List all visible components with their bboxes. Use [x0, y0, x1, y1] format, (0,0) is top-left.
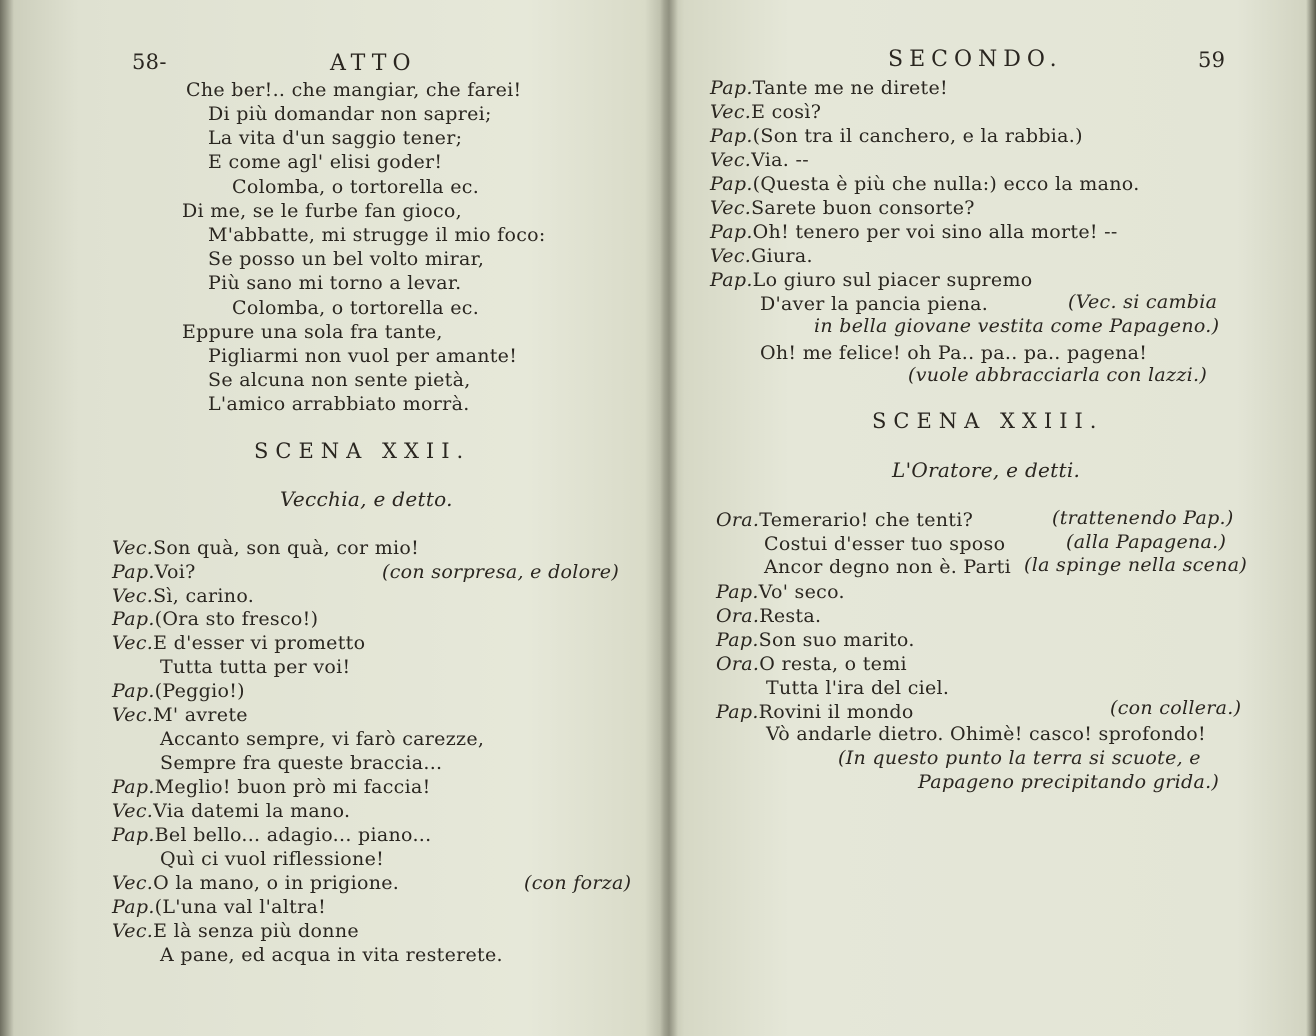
dialogue-line — [710, 76, 948, 100]
dialogue-line — [112, 823, 431, 847]
dialogue-line — [716, 652, 907, 676]
verse-line: Pigliarmi non vuol per amante! — [208, 345, 518, 367]
speaker: Ora. — [716, 509, 760, 531]
dialogue-line — [112, 895, 326, 919]
speaker: Vec. — [710, 149, 752, 171]
dialogue-line — [112, 536, 419, 560]
dialogue-line — [112, 703, 248, 727]
line-text: O la mano, o in prigione. — [153, 872, 400, 894]
dialogue-line — [710, 196, 975, 220]
speaker: Vec. — [710, 245, 752, 267]
stage-direction: (la spinge nella scena) — [1024, 554, 1248, 576]
speaker: Vec. — [112, 704, 154, 726]
dialogue-continuation: D'aver la pancia piena. — [760, 293, 989, 315]
dialogue-line — [112, 799, 350, 823]
speaker: Vec. — [112, 537, 154, 559]
speaker: Pap. — [112, 896, 155, 918]
dialogue-line — [112, 560, 196, 584]
line-text: Bel bello... adagio... piano... — [154, 824, 432, 846]
dialogue-line — [112, 679, 245, 703]
speaker: Vec. — [710, 101, 752, 123]
line-text: E là senza più donne — [153, 920, 359, 942]
speaker: Vec. — [112, 585, 154, 607]
dialogue-line — [112, 775, 431, 799]
stage-direction: (con forza) — [524, 872, 632, 894]
speaker: Vec. — [112, 920, 154, 942]
verse-line: L'amico arrabbiato morrà. — [208, 393, 470, 415]
line-text: Resta. — [759, 605, 822, 627]
speaker: Vec. — [112, 632, 154, 654]
page-number-right: 59 — [1198, 48, 1226, 72]
line-text: O resta, o temi — [759, 653, 907, 675]
dialogue-continuation: Ancor degno non è. Parti — [764, 556, 1011, 578]
speaker: Pap. — [112, 608, 155, 630]
stage-direction: (Vec. si cambia — [1068, 291, 1218, 313]
speaker: Pap. — [710, 125, 753, 147]
speaker: Pap. — [716, 629, 759, 651]
line-text: Son quà, son quà, cor mio! — [153, 537, 420, 559]
stage-direction: (con collera.) — [1110, 697, 1242, 719]
line-text: (L'una val l'altra! — [154, 896, 327, 918]
line-text: E così? — [751, 101, 822, 123]
dialogue-line — [710, 172, 1140, 196]
verse-line: La vita d'un saggio tener; — [208, 127, 463, 149]
line-text: (Son tra il canchero, e la rabbia.) — [752, 125, 1083, 147]
speaker: Pap. — [112, 776, 155, 798]
dialogue-line — [710, 244, 813, 268]
dialogue-continuation: Costui d'esser tuo sposo — [764, 533, 1006, 555]
dialogue-continuation: Oh! me felice! oh Pa.. pa.. pa.. pagena! — [760, 342, 1148, 364]
dialogue-line — [710, 124, 1083, 148]
dialogue-continuation: Vò andarle dietro. Ohimè! casco! sprofondo! — [766, 723, 1206, 745]
line-text: Voi? — [154, 561, 196, 583]
verse-line: Eppure una sola fra tante, — [182, 321, 443, 343]
dialogue-line — [710, 268, 1033, 292]
line-text: Temerario! che tenti? — [759, 509, 974, 531]
dialogue-line — [716, 628, 915, 652]
line-text: Sì, carino. — [153, 585, 255, 607]
verse-line: Se posso un bel volto mirar, — [208, 248, 485, 270]
verse-line: M'abbatte, mi strugge il mio foco: — [208, 224, 546, 246]
dialogue-line — [112, 871, 399, 895]
running-head-right: SECONDO. — [888, 47, 1063, 72]
stage-direction: (trattenendo Pap.) — [1052, 507, 1234, 529]
dialogue-line — [112, 607, 318, 631]
speaker: Vec. — [112, 872, 154, 894]
line-text: Son suo marito. — [758, 629, 915, 651]
dialogue-line — [112, 584, 254, 608]
line-text: Meglio! buon prò mi faccia! — [154, 776, 431, 798]
speaker: Pap. — [112, 680, 155, 702]
line-text: Via. -- — [751, 149, 809, 171]
line-text: (Peggio!) — [154, 680, 245, 702]
dialogue-continuation: Sempre fra queste braccia... — [160, 752, 443, 774]
running-head-left: ATTO — [330, 51, 417, 76]
dialogue-continuation: A pane, ed acqua in vita resterete. — [160, 944, 503, 966]
speaker: Pap. — [710, 269, 753, 291]
speaker: Ora. — [716, 605, 760, 627]
speaker: Pap. — [716, 581, 759, 603]
right-page — [668, 0, 1316, 1036]
line-text: Rovini il mondo — [758, 701, 914, 723]
dialogue-continuation: Quì ci vuol riflessione! — [160, 848, 385, 870]
line-text: M' avrete — [153, 704, 248, 726]
speaker: Pap. — [710, 77, 753, 99]
dialogue-line — [716, 508, 973, 532]
verse-line: E come agl' elisi goder! — [208, 151, 443, 173]
stage-direction: (alla Papagena.) — [1066, 531, 1227, 553]
verse-refrain: Colomba, o tortorella ec. — [232, 297, 480, 319]
line-text: Tante me ne direte! — [752, 77, 948, 99]
line-text: Vo' seco. — [758, 581, 845, 603]
scene-heading: SCENA XXII. — [254, 439, 471, 463]
scene-persons: L'Oratore, e detti. — [892, 458, 1081, 482]
stage-direction: Papageno precipitando grida.) — [918, 771, 1220, 793]
line-text: Sarete buon consorte? — [751, 197, 975, 219]
speaker: Pap. — [716, 701, 759, 723]
stage-direction: in bella giovane vestita come Papageno.) — [814, 315, 1220, 337]
line-text: (Questa è più che nulla:) ecco la mano. — [752, 173, 1140, 195]
line-text: (Ora sto fresco!) — [154, 608, 319, 630]
dialogue-line — [710, 220, 1118, 244]
dialogue-continuation: Accanto sempre, vi farò carezze, — [160, 728, 485, 750]
line-text: Giura. — [751, 245, 813, 267]
line-text: Via datemi la mano. — [153, 800, 351, 822]
speaker: Pap. — [112, 561, 155, 583]
dialogue-line — [716, 604, 821, 628]
dialogue-line — [716, 580, 845, 604]
scene-persons: Vecchia, e detto. — [280, 487, 453, 511]
verse-line: Di più domandar non saprei; — [208, 103, 492, 125]
speaker: Vec. — [112, 800, 154, 822]
speaker: Vec. — [710, 197, 752, 219]
speaker: Pap. — [710, 221, 753, 243]
line-text: Oh! tenero per voi sino alla morte! -- — [752, 221, 1118, 243]
line-text: E d'esser vi prometto — [153, 632, 366, 654]
stage-direction: (con sorpresa, e dolore) — [382, 561, 620, 583]
verse-refrain: Colomba, o tortorella ec. — [232, 176, 480, 198]
stage-direction: (vuole abbracciarla con lazzi.) — [908, 364, 1208, 386]
speaker: Pap. — [710, 173, 753, 195]
dialogue-line — [710, 100, 821, 124]
dialogue-line — [112, 919, 359, 943]
dialogue-continuation: Tutta tutta per voi! — [160, 656, 351, 678]
dialogue-line — [710, 148, 809, 172]
dialogue-continuation: Tutta l'ira del ciel. — [766, 677, 950, 699]
dialogue-line — [716, 700, 914, 724]
scene-heading: SCENA XXIII. — [872, 409, 1104, 433]
line-text: Lo giuro sul piacer supremo — [752, 269, 1033, 291]
speaker: Pap. — [112, 824, 155, 846]
verse-line: Più sano mi torno a levar. — [208, 272, 462, 294]
page-number-left: 58- — [132, 50, 167, 74]
speaker: Ora. — [716, 653, 760, 675]
dialogue-line — [112, 631, 365, 655]
verse-line: Se alcuna non sente pietà, — [208, 369, 471, 391]
stage-direction: (In questo punto la terra si scuote, e — [838, 747, 1201, 769]
verse-line: Di me, se le furbe fan gioco, — [182, 200, 463, 222]
verse-line: Che ber!.. che mangiar, che farei! — [186, 79, 522, 101]
